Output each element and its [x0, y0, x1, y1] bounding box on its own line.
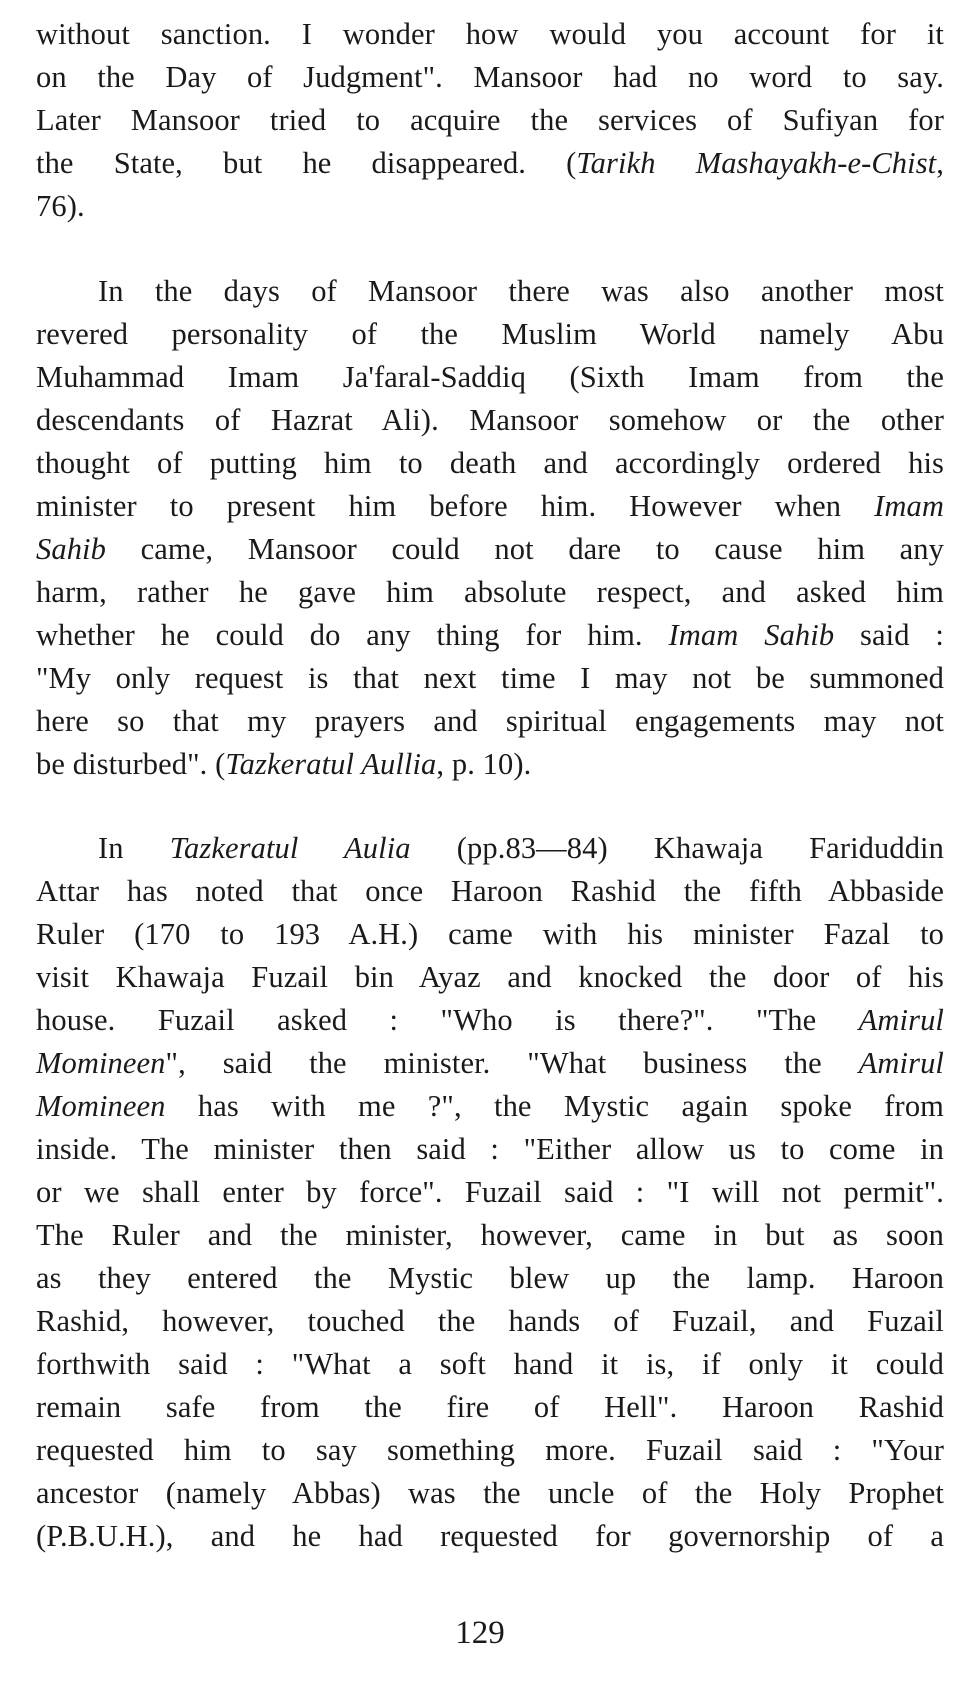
paragraph-3 [36, 827, 944, 1558]
text-run: house. Fuzail asked : "Who is there?". "The [36, 1003, 859, 1037]
text-line: inside. The minister then said : "Either allow us to come in [36, 1132, 944, 1166]
text-run: has with me ?", the Mystic again spoke from [165, 1089, 944, 1123]
italic-term: Momineen [36, 1046, 166, 1080]
text-line: Ruler (170 to 193 A.H.) came with his minister Fazal to [36, 917, 944, 951]
text-line: In the days of Mansoor there was also another most [98, 274, 944, 308]
text-line [36, 827, 944, 870]
text-line: forthwith said : "What a soft hand it is, if only it could [36, 1347, 944, 1381]
italic-term: Momineen [36, 1089, 166, 1123]
text-line: 76). [36, 189, 85, 223]
text-line: or we shall enter by force". Fuzail said : "I will not permit". [36, 1175, 944, 1209]
text-run: , [936, 146, 944, 180]
italic-term: Imam [874, 489, 944, 523]
text-run: , p. 10). [436, 747, 532, 781]
text-run: In [98, 831, 170, 865]
book-citation-title: Tazkeratul Aullia [225, 747, 437, 781]
italic-term: Amirul [858, 1046, 944, 1080]
text-run: (pp.83—84) Khawaja Fariduddin [410, 831, 944, 865]
italic-term: Imam Sahib [668, 618, 835, 652]
paragraph-1 [36, 13, 944, 228]
text-line: Later Mansoor tried to acquire the services of Sufiyan for [36, 103, 944, 137]
book-citation-title: Tazkeratul Aulia [169, 831, 411, 865]
text-line [36, 1042, 944, 1085]
text-line [36, 999, 944, 1042]
text-line: without sanction. I wonder how would you account for it [36, 17, 944, 51]
text-line: The Ruler and the minister, however, came in but as soon [36, 1218, 944, 1252]
text-run: said : [834, 618, 944, 652]
text-line: Muhammad Imam Ja'faral-Saddiq (Sixth Imam from the [36, 360, 944, 394]
text-line: revered personality of the Muslim World namely Abu [36, 317, 944, 351]
book-citation-title: Tarikh Mashayakh-e-Chist [576, 146, 937, 180]
text-line [36, 1085, 944, 1128]
text-line: "My only request is that next time I may not be summoned [36, 661, 944, 695]
text-line: remain safe from the fire of Hell". Haroon Rashid [36, 1390, 944, 1424]
text-line: descendants of Hazrat Ali). Mansoor somehow or the other [36, 403, 944, 437]
text-run: minister to present him before him. However when [36, 489, 875, 523]
page-number: 129 [455, 1615, 505, 1651]
text-line: requested him to say something more. Fuzail said : "Your [36, 1433, 944, 1467]
text-line: thought of putting him to death and accordingly ordered his [36, 446, 944, 480]
text-line: harm, rather he gave him absolute respect, and asked him [36, 575, 944, 609]
text-run: ", said the minister. "What business the [165, 1046, 859, 1080]
text-line [36, 142, 944, 185]
text-line [36, 528, 944, 571]
text-line: Attar has noted that once Haroon Rashid the fifth Abbaside [36, 874, 944, 908]
text-run: be disturbed". ( [36, 747, 226, 781]
text-line: Rashid, however, touched the hands of Fuzail, and Fuzail [36, 1304, 944, 1338]
text-line [36, 743, 944, 786]
italic-term: Sahib [36, 532, 106, 566]
text-run: the State, but he disappeared. ( [36, 146, 577, 180]
text-run: whether he could do any thing for him. [36, 618, 669, 652]
text-line [36, 485, 944, 528]
text-run: came, Mansoor could not dare to cause him any [105, 532, 944, 566]
paragraph-2 [36, 270, 944, 786]
text-line: (P.B.U.H.), and he had requested for governorship of a [36, 1519, 944, 1553]
text-line [36, 614, 944, 657]
text-line: here so that my prayers and spiritual engagements may not [36, 704, 944, 738]
italic-term: Amirul [858, 1003, 944, 1037]
text-line: on the Day of Judgment". Mansoor had no word to say. [36, 60, 944, 94]
text-line: as they entered the Mystic blew up the lamp. Haroon [36, 1261, 944, 1295]
text-line: visit Khawaja Fuzail bin Ayaz and knocked the door of his [36, 960, 944, 994]
text-line: ancestor (namely Abbas) was the uncle of the Holy Prophet [36, 1476, 944, 1510]
